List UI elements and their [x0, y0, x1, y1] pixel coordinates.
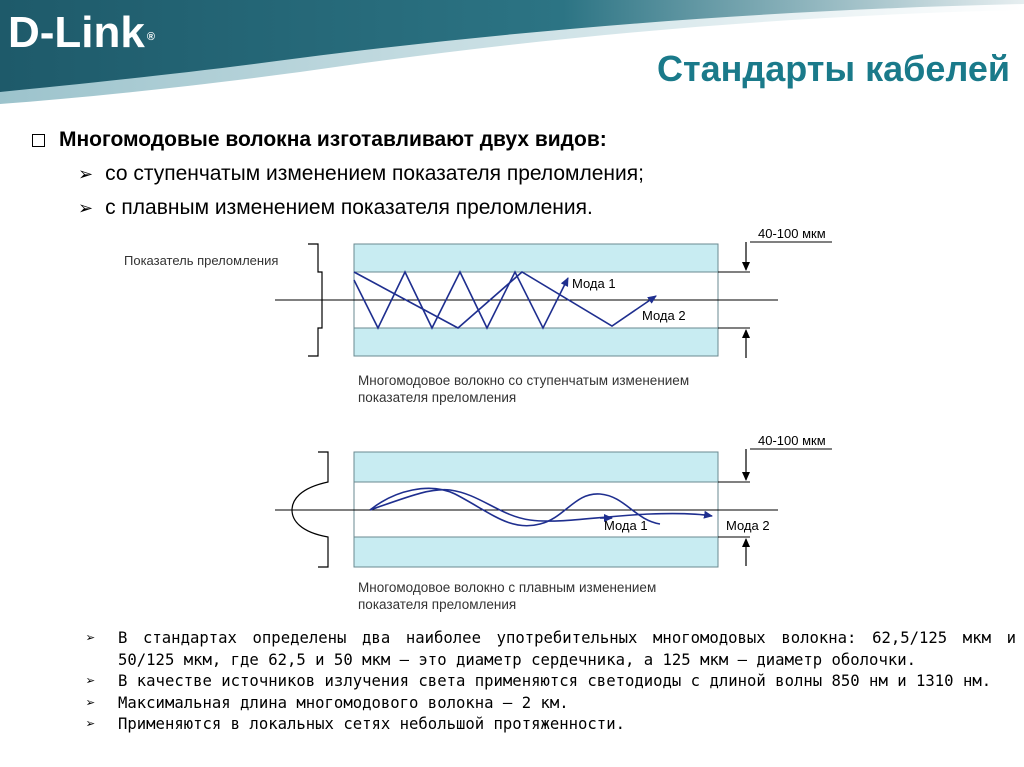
mode1-label: Мода 1: [572, 276, 616, 291]
mode1-label: Мода 1: [604, 518, 648, 533]
caption-line: показателя преломления: [358, 390, 517, 405]
square-bullet-icon: [32, 134, 45, 147]
fiber-diagrams: [0, 220, 1024, 620]
core-size-label: 40-100 мкм: [758, 226, 826, 241]
note-item: ➢ В стандартах определены два наиболее употребительных многомодовых волокна: 62,5/125 мкм и 50/125 мкм, где 62,5 и 50 мкм – это диаметр сердечника, а 125 мкм – диаметр оболочки.: [86, 628, 1016, 671]
note-item: ➢ Применяются в локальных сетях небольшой протяженности.: [86, 714, 1016, 736]
core-size-label: 40-100 мкм: [758, 433, 826, 448]
arrowhead-bullet-icon: ➢: [86, 629, 96, 647]
dlink-logo: D-Link ®: [8, 8, 155, 57]
cladding-top: [354, 452, 718, 482]
intro-subitem: ➢ с плавным изменением показателя преломления.: [78, 196, 593, 219]
arrowhead-bullet-icon: ➢: [86, 715, 96, 733]
cladding-bottom: [354, 537, 718, 567]
page-title: Стандарты кабелей: [656, 48, 1010, 89]
header-banner: [0, 0, 1024, 110]
arrowhead-bullet-icon: ➢: [78, 197, 94, 218]
intro-subitem: ➢ со ступенчатым изменением показателя преломления;: [78, 162, 644, 185]
refractive-index-label: Показатель преломления: [124, 253, 279, 268]
mode2-label: Мода 2: [642, 308, 686, 323]
intro-heading-item: Многомодовые волокна изготавливают двух видов:: [32, 123, 644, 157]
cladding-bottom: [354, 328, 718, 356]
caption-line: Многомодовое волокно с плавным изменением: [358, 580, 657, 595]
caption-line: Многомодовое волокно со ступенчатым изменением: [358, 373, 690, 388]
caption-line: показателя преломления: [358, 597, 517, 612]
step-index-diagram: [124, 226, 832, 405]
mode2-label: Мода 2: [726, 518, 770, 533]
cladding-top: [354, 244, 718, 272]
graded-index-diagram: [275, 433, 832, 612]
note-item: ➢ Максимальная длина многомодового волокна – 2 км.: [86, 693, 1016, 715]
notes-list: [86, 628, 1016, 736]
intro-bullets: [32, 123, 644, 225]
arrowhead-bullet-icon: ➢: [86, 672, 96, 690]
arrowhead-bullet-icon: ➢: [86, 693, 96, 712]
note-item: ➢ В качестве источников излучения света применяются светодиоды с длиной волны 850 нм и 1310 нм.: [86, 671, 1016, 693]
arrowhead-bullet-icon: ➢: [78, 163, 94, 184]
